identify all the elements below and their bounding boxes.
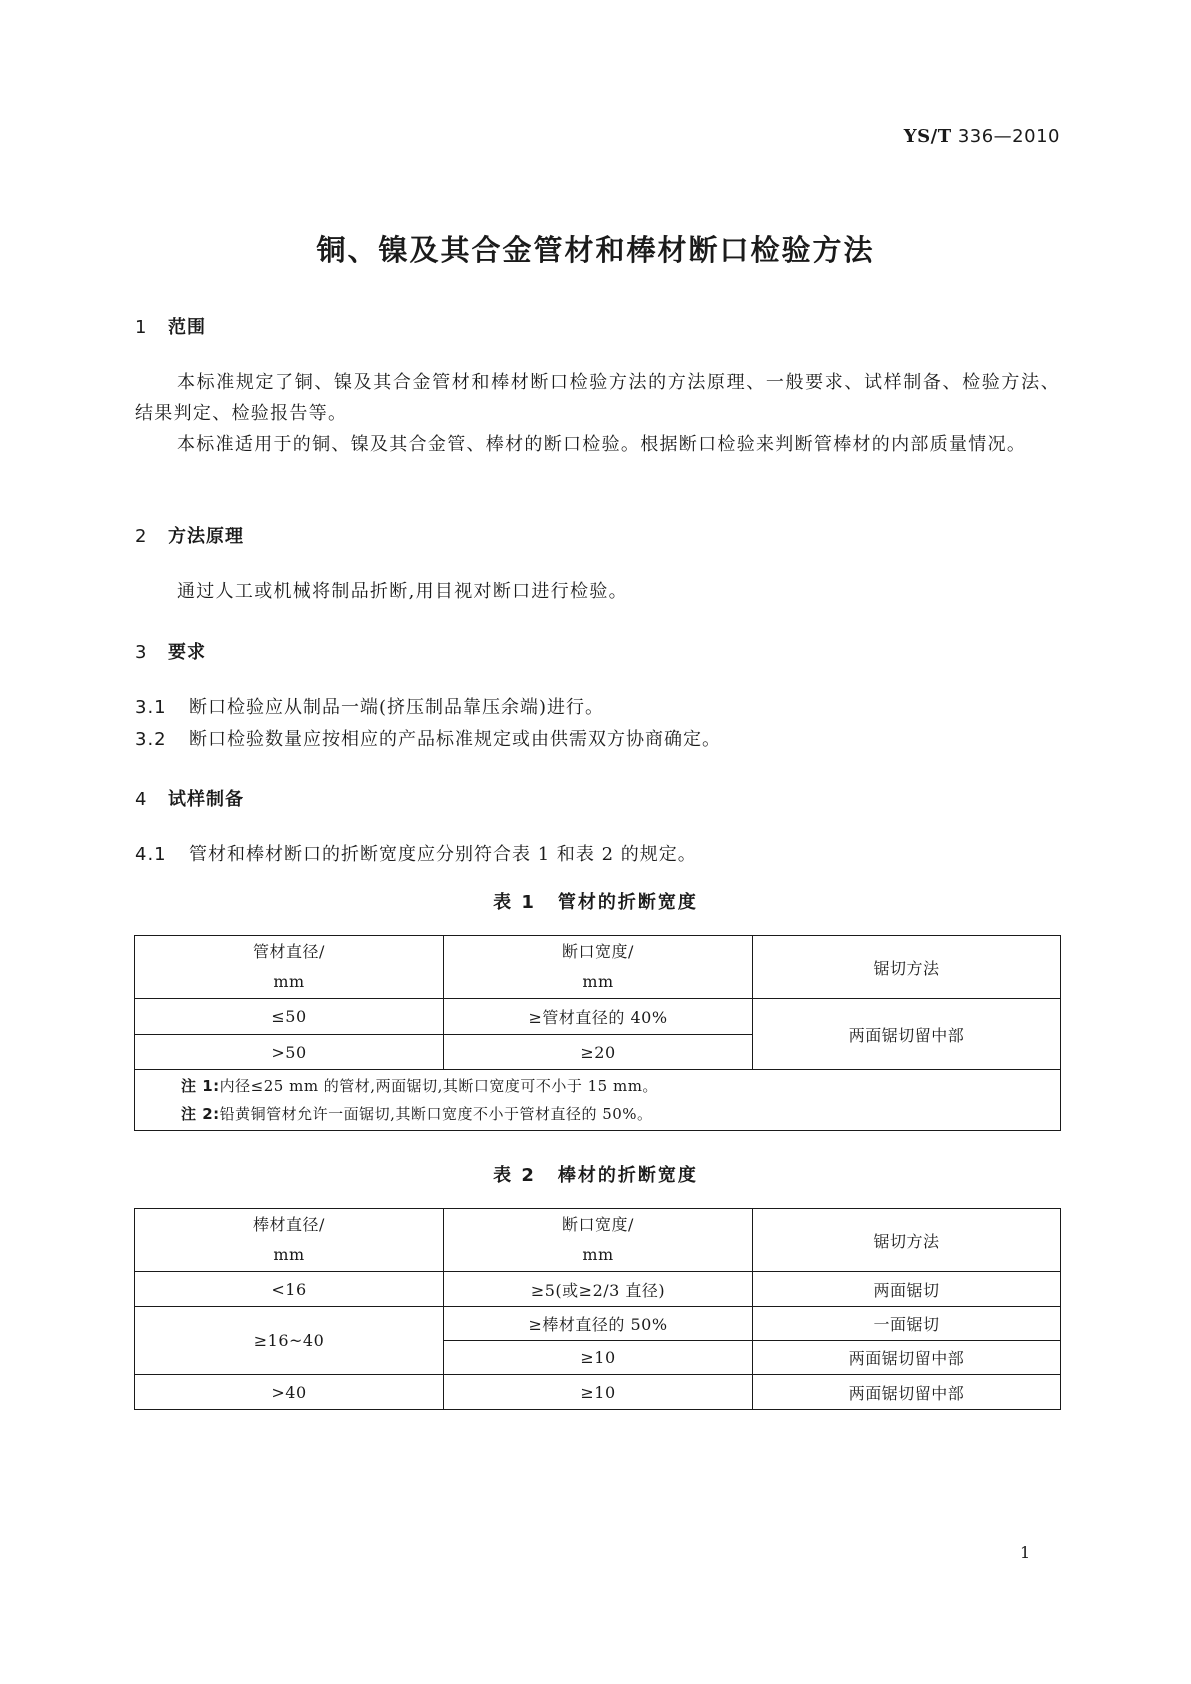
note-1: 注 1:内径≤25 mm 的管材,两面锯切,其断口宽度可不小于 15 mm。	[181, 1077, 658, 1095]
standard-number	[880, 126, 1060, 147]
clause-4-1	[135, 840, 697, 866]
table-caption-label: 表 1	[493, 892, 536, 913]
table-row	[135, 1375, 1061, 1410]
header-cell: 锯切方法	[753, 936, 1061, 999]
clause-text: 断口检验数量应按相应的产品标准规定或由供需双方协商确定。	[189, 729, 721, 750]
width-cell: ≥5(或≥2/3 直径)	[444, 1272, 753, 1307]
section-title: 范围	[168, 317, 206, 338]
diameter-cell: <16	[135, 1272, 444, 1307]
clause-number: 3.2	[135, 729, 167, 750]
table-header-row	[135, 936, 1061, 999]
table-row	[135, 1307, 1061, 1341]
section-title: 试样制备	[168, 789, 244, 810]
section-2-paragraph-1: 通过人工或机械将制品折断,用目视对断口进行检验。	[177, 581, 628, 602]
section-title: 要求	[168, 642, 206, 663]
method-cell: 两面锯切留中部	[753, 999, 1061, 1070]
width-cell: ≥20	[444, 1035, 753, 1070]
table-caption-title: 棒材的折断宽度	[557, 1165, 698, 1186]
section-3-heading	[135, 638, 206, 664]
header-cell: 管材直径/ mm	[135, 936, 444, 999]
section-4-heading	[135, 785, 244, 811]
page-number: 1	[1020, 1543, 1031, 1562]
table-1-caption	[0, 888, 1191, 914]
table-row	[135, 1272, 1061, 1307]
table-row	[135, 999, 1061, 1035]
table-2-caption	[0, 1161, 1191, 1187]
table-notes-row	[135, 1070, 1061, 1131]
note-2: 注 2:铅黄铜管材允许一面锯切,其断口宽度不小于管材直径的 50%。	[181, 1105, 653, 1123]
width-cell: ≥10	[444, 1341, 753, 1375]
table-2	[134, 1208, 1061, 1410]
section-2-heading	[135, 522, 244, 548]
clause-3-2	[135, 725, 721, 751]
diameter-cell: ≤50	[135, 999, 444, 1035]
table-header-row	[135, 1209, 1061, 1272]
width-cell: ≥10	[444, 1375, 753, 1410]
method-cell: 一面锯切	[753, 1307, 1061, 1341]
width-cell: ≥管材直径的 40%	[444, 999, 753, 1035]
header-cell: 断口宽度/ mm	[444, 936, 753, 999]
section-1-heading	[135, 313, 206, 339]
diameter-cell: >50	[135, 1035, 444, 1070]
standard-code: 336—2010	[957, 126, 1060, 147]
diameter-cell: >40	[135, 1375, 444, 1410]
clause-text: 管材和棒材断口的折断宽度应分别符合表 1 和表 2 的规定。	[189, 844, 697, 865]
header-cell: 锯切方法	[753, 1209, 1061, 1272]
width-cell: ≥棒材直径的 50%	[444, 1307, 753, 1341]
method-cell: 两面锯切留中部	[753, 1375, 1061, 1410]
table-notes	[135, 1070, 1061, 1131]
method-cell: 两面锯切	[753, 1272, 1061, 1307]
section-number: 4	[135, 789, 148, 810]
diameter-cell: ≥16~40	[135, 1307, 444, 1375]
clause-text: 断口检验应从制品一端(挤压制品靠压余端)进行。	[189, 697, 605, 718]
standard-prefix: YS/T	[903, 126, 952, 147]
section-title: 方法原理	[168, 526, 244, 547]
section-number: 2	[135, 526, 148, 547]
header-cell: 断口宽度/ mm	[444, 1209, 753, 1272]
header-cell: 棒材直径/ mm	[135, 1209, 444, 1272]
clause-3-1	[135, 693, 604, 719]
section-number: 1	[135, 317, 148, 338]
document-title: 铜、镍及其合金管材和棒材断口检验方法	[316, 233, 875, 267]
table-caption-title: 管材的折断宽度	[557, 892, 698, 913]
section-1-paragraph-1: 本标准规定了铜、镍及其合金管材和棒材断口检验方法的方法原理、一般要求、试样制备、检验方法、结果判定、检验报告等。	[135, 372, 1060, 424]
method-cell: 两面锯切留中部	[753, 1341, 1061, 1375]
clause-number: 3.1	[135, 697, 167, 718]
table-1	[134, 935, 1061, 1131]
table-caption-label: 表 2	[493, 1165, 536, 1186]
clause-number: 4.1	[135, 844, 167, 865]
section-number: 3	[135, 642, 148, 663]
section-1-paragraph-2: 本标准适用于的铜、镍及其合金管、棒材的断口检验。根据断口检验来判断管棒材的内部质量情况。	[177, 434, 1027, 455]
